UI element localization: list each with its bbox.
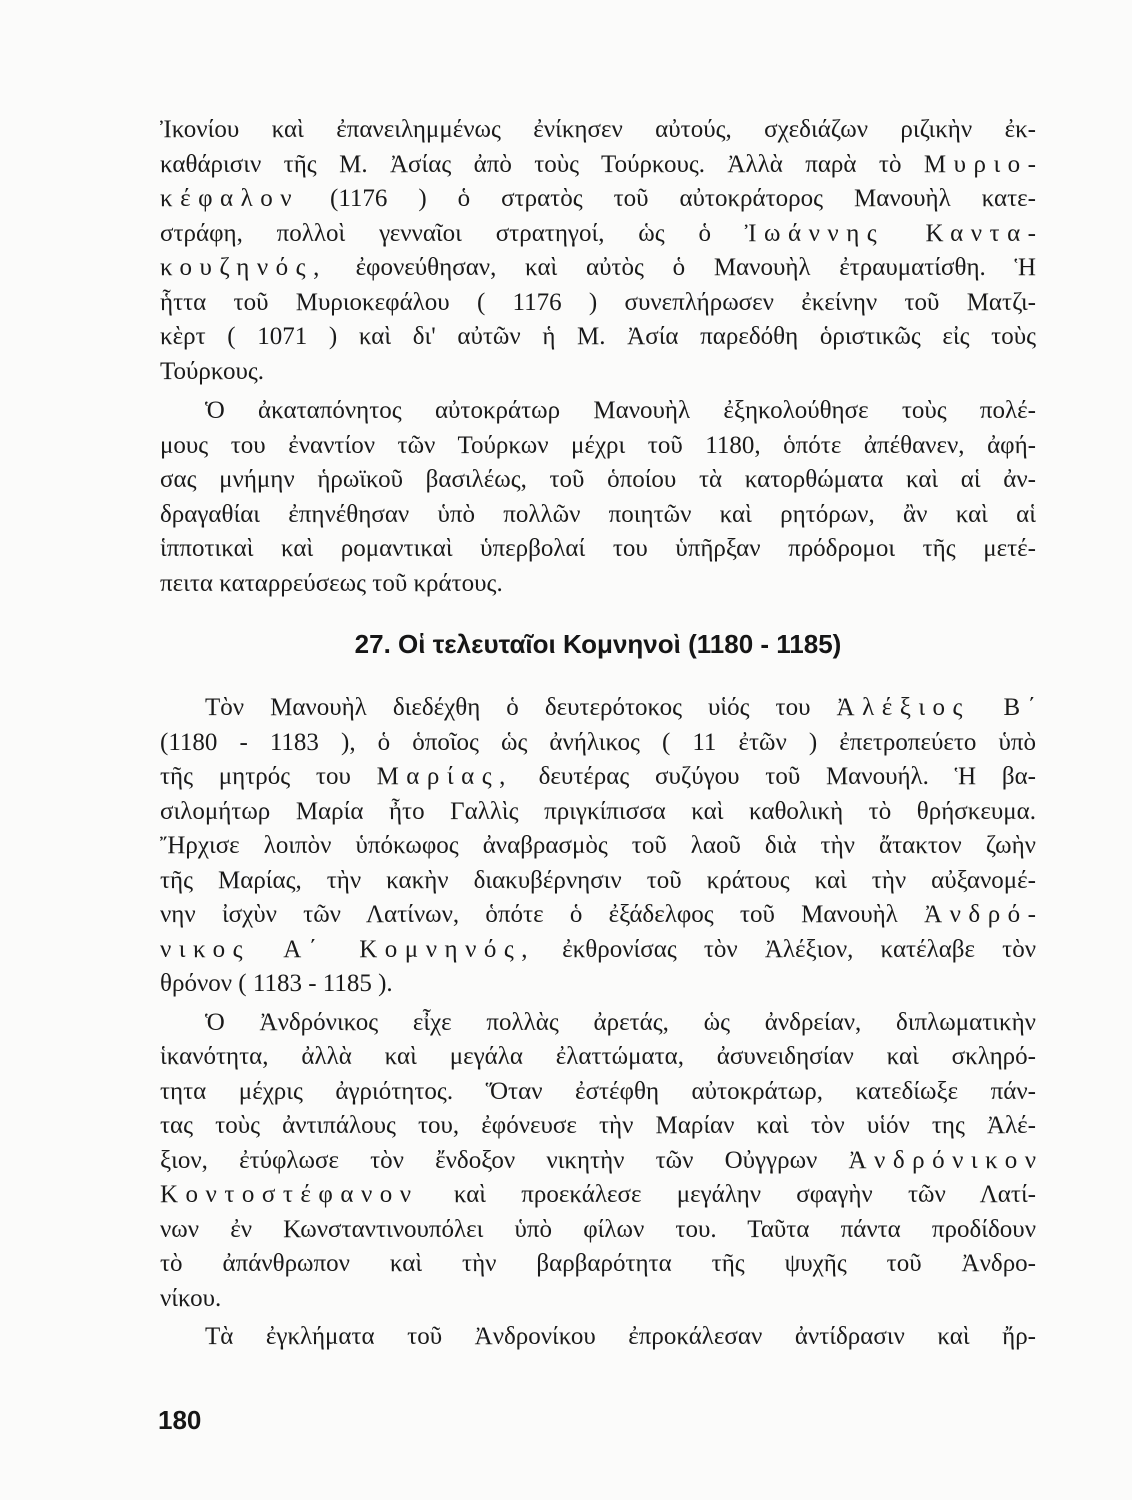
text-line: τῆς Μαρίας, τὴν κακὴν διακυβέρνησιν τοῦ κράτους καὶ τὴν αὐξανομέ- [160, 866, 1036, 894]
text-line: Τούρκους. [160, 357, 264, 385]
text-line: κὲρτ ( 1071 ) καὶ δι' αὐτῶν ἡ Μ. Ἀσία παρεδόθη ὁριστικῶς εἰς τοὺς [160, 323, 1036, 350]
spaced-name: κέφαλον [160, 185, 300, 212]
text-line: δραγαθίαι ἐπηνέθησαν ὑπὸ πολλῶν ποιητῶν καὶ ρητόρων, ἂν καὶ αἱ [160, 500, 1036, 528]
text-line: κουζηνός, ἐφονεύθησαν, καὶ αὐτὸς ὁ Μανουὴλ ἐτραυματίσθη. Ἡ [160, 254, 1036, 281]
text-line: (1180 - 1183 ), ὁ ὁποῖος ὡς ἀνήλικος ( 11 ἐτῶν ) ἐπετροπεύετο ὑπὸ [160, 728, 1036, 756]
text-line: Ἰκονίου καὶ ἐπανειλημμένως ἐνίκησεν αὐτούς, σχεδιάζων ριζικὴν ἐκ- [160, 116, 1036, 143]
text-line: Ὁ Ἀνδρόνικος εἶχε πολλὰς ἀρετάς, ὡς ἀνδρείαν, διπλωματικὴν [205, 1008, 1036, 1036]
text-line: πειτα καταρρεύσεως τοῦ κράτους. [160, 569, 503, 597]
text-line: Κοντοστέφανον καὶ προεκάλεσε μεγάλην σφαγὴν τῶν Λατί- [160, 1181, 1037, 1208]
text-line: Ὁ ἀκαταπόνητος αὐτοκράτωρ Μανουὴλ ἐξηκολούθησε τοὺς πολέ- [205, 397, 1036, 424]
spaced-name: νικος Α΄ Κομνηνός, [160, 935, 536, 963]
spaced-name: Ἰωάννης Καντα- [744, 219, 1044, 247]
text-line: τας τοὺς ἀντιπάλους του, ἐφόνευσε τὴν Μαρίαν καὶ τὸν υἱόν της Ἀλέ- [160, 1112, 1036, 1139]
text-line: ἱκανότητα, ἀλλὰ καὶ μεγάλα ἐλαττώματα, ἀσυνειδησίαν καὶ σκληρό- [160, 1043, 1036, 1070]
text-line: Τὰ ἐγκλήματα τοῦ Ἀνδρονίκου ἐπροκάλεσαν ἀντίδρασιν καὶ ἤρ- [205, 1323, 1036, 1350]
text-line: θρόνον ( 1183 - 1185 ). [160, 970, 393, 997]
text-line: Ἤρχισε λοιπὸν ὑπόκωφος ἀναβρασμὸς τοῦ λαοῦ διὰ τὴν ἄτακτον ζωὴν [160, 832, 1036, 859]
text-line: νικος Α΄ Κομνηνός, ἐκθρονίσας τὸν Ἀλέξιον, κατέλαβε τὸν [160, 935, 1036, 963]
text-line: μους του ἐναντίον τῶν Τούρκων μέχρι τοῦ 1180, ὁπότε ἀπέθανεν, ἀφή- [160, 431, 1036, 459]
paragraph [160, 394, 1036, 601]
text-line: νην ἰσχὺν τῶν Λατίνων, ὁπότε ὁ ἐξάδελφος τοῦ Μανουὴλ Ἀνδρό- [160, 901, 1044, 928]
section-heading: 27. Οἱ τελευταῖοι Κομνηνοὶ (1180 - 1185) [354, 629, 842, 659]
text-line: τῆς μητρός του Μαρίας, δευτέρας συζύγου τοῦ Μανουήλ. Ἡ βα- [160, 763, 1037, 790]
text-line: σιλομήτωρ Μαρία ἦτο Γαλλὶς πριγκίπισσα καὶ καθολικὴ τὸ θρήσκευμα. [160, 797, 1036, 825]
text-line: ἧττα τοῦ Μυριοκεφάλου ( 1176 ) συνεπλήρωσεν ἐκείνην τοῦ Ματζι- [160, 288, 1036, 316]
spaced-name: Ἀνδρόνικον [848, 1146, 1044, 1174]
text-line: νίκου. [160, 1284, 222, 1312]
spaced-name: κουζηνός, [160, 254, 327, 281]
text-line: νων ἐν Κωνσταντινουπόλει ὑπὸ φίλων του. Ταῦτα πάντα προδίδουν [160, 1215, 1036, 1243]
paragraph [160, 691, 1044, 1002]
text-line: στράφη, πολλοὶ γενναῖοι στρατηγοί, ὡς ὁ Ἰωάννης Καντα- [160, 219, 1044, 247]
paragraph [160, 113, 1044, 389]
spaced-name: Ἀνδρό- [924, 901, 1044, 928]
spaced-name: Κοντοστέφανον [160, 1181, 419, 1208]
spaced-name: Ἀλέξιος Β΄ [836, 694, 1044, 721]
text-line: ἱπποτικαὶ καὶ ρομαντικαὶ ὑπερβολαί του ὑπῆρξαν πρόδρομοι τῆς μετέ- [160, 535, 1036, 562]
spaced-name: Μαρίας, [376, 763, 513, 790]
text-line: καθάρισιν τῆς Μ. Ἀσίας ἀπὸ τοὺς Τούρκους. Ἀλλὰ παρὰ τὸ Μυριο- [160, 150, 1044, 178]
text-line: Τὸν Μανουὴλ διεδέχθη ὁ δευτερότοκος υἱός του Ἀλέξιος Β΄ [205, 694, 1044, 721]
text-line: ξιον, ἐτύφλωσε τὸν ἔνδοξον νικητὴν τῶν Οὐγγρων Ἀνδρόνικον [160, 1146, 1044, 1174]
text-line: τητα μέχρις ἀγριότητος. Ὅταν ἐστέφθη αὐτοκράτωρ, κατεδίωξε πάν- [160, 1077, 1036, 1105]
paragraph [160, 1320, 1036, 1355]
text-line: σας μνήμην ἡρωϊκοῦ βασιλέως, τοῦ ὁποίου τὰ κατορθώματα καὶ αἱ ἀν- [160, 466, 1036, 493]
body-text [160, 113, 1044, 1355]
text-line: τὸ ἀπάνθρωπον καὶ τὴν βαρβαρότητα τῆς ψυχῆς τοῦ Ἀνδρο- [160, 1250, 1036, 1277]
spaced-name: Μυριο- [923, 150, 1044, 178]
page-number: 180 [158, 1405, 202, 1435]
text-line: κέφαλον (1176 ) ὁ στρατὸς τοῦ αὐτοκράτορος Μανουὴλ κατε- [160, 185, 1037, 212]
paragraph [160, 1006, 1044, 1317]
